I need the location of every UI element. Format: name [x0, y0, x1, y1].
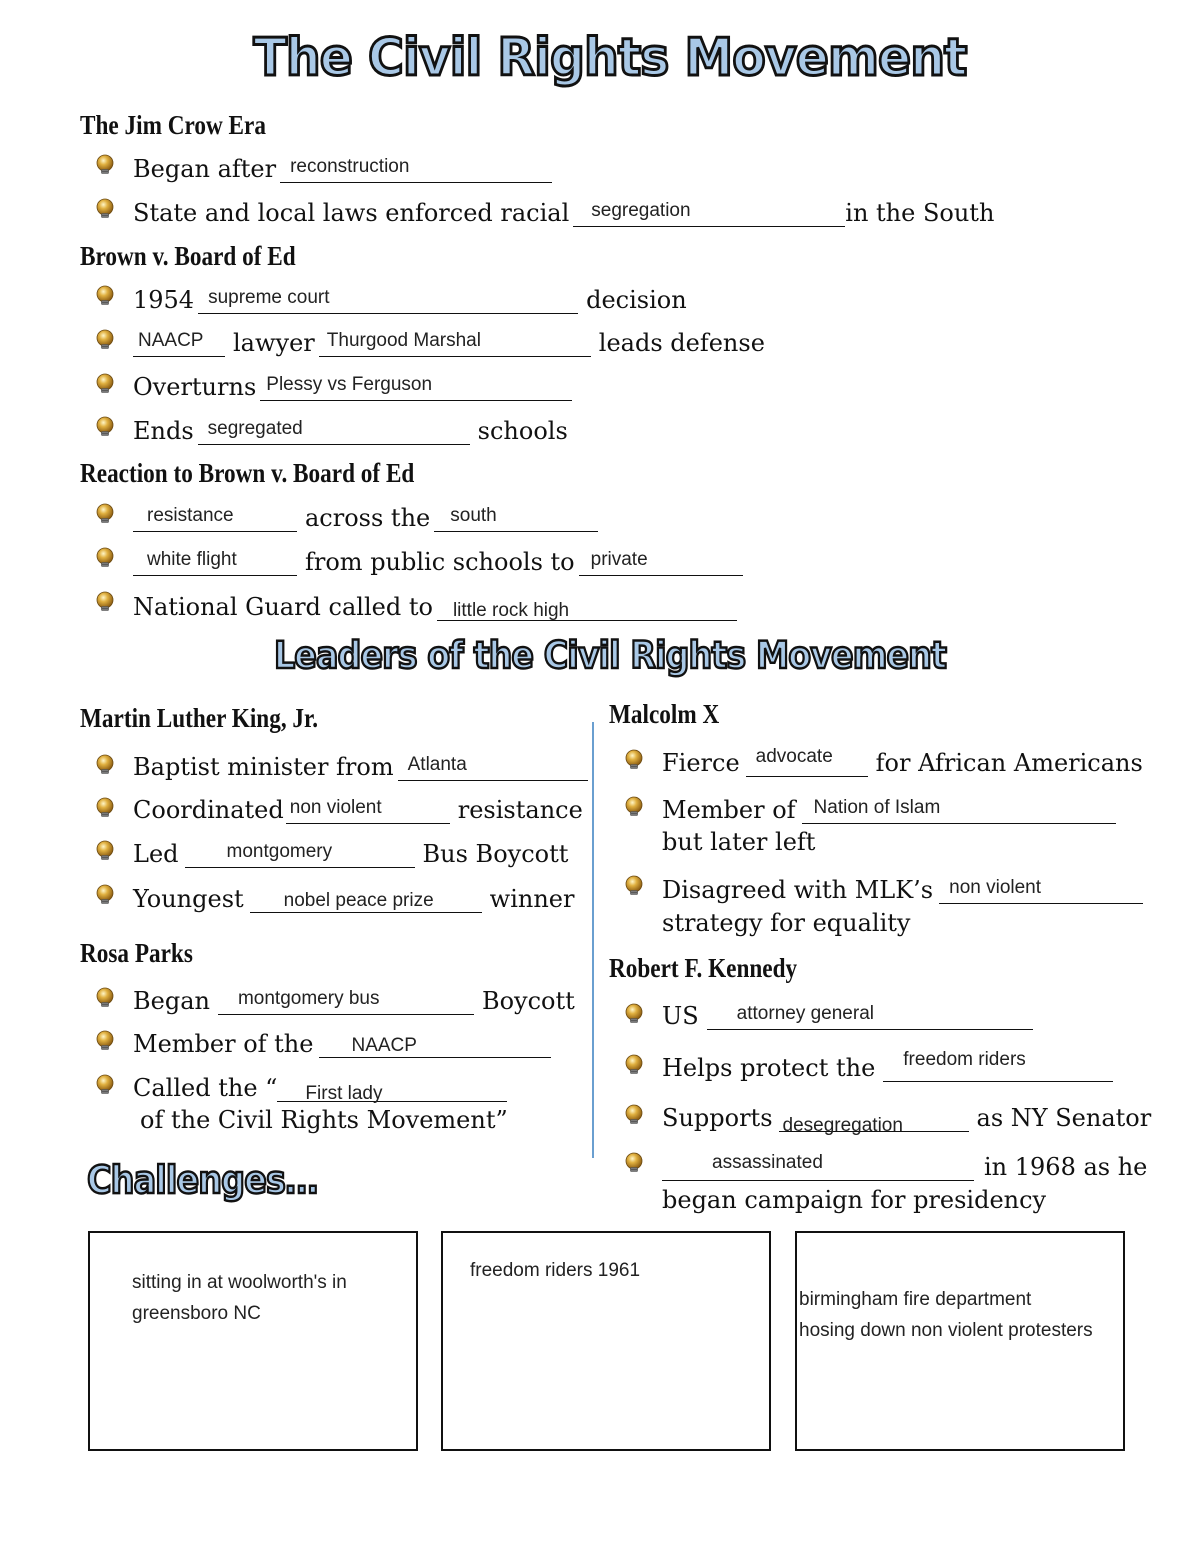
- mlk-bullet-3: Led montgomery Bus Boycott: [133, 837, 568, 868]
- answer-blank[interactable]: First lady: [277, 1071, 507, 1102]
- column-divider: [592, 722, 594, 1158]
- bulb-bullet-icon: [94, 1074, 116, 1096]
- mlk-bullet-2: Coordinated non violent resistance: [133, 793, 583, 824]
- answer-blank[interactable]: supreme court: [198, 283, 578, 314]
- mlk-bullet-1: Baptist minister from Atlanta: [133, 750, 592, 781]
- answer-blank[interactable]: advocate: [746, 746, 868, 777]
- leaders-title: Leaders of the Civil Rights Movement: [273, 634, 947, 677]
- answer-blank[interactable]: reconstruction: [280, 152, 552, 183]
- bulb-bullet-icon: [623, 1003, 645, 1025]
- bulb-bullet-icon: [623, 875, 645, 897]
- reaction-bullet-3: National Guard called to little rock high: [133, 590, 741, 621]
- answer-blank[interactable]: Thurgood Marshal: [319, 326, 591, 357]
- answer-blank[interactable]: desegregation: [779, 1101, 969, 1132]
- bulb-bullet-icon: [94, 285, 116, 307]
- brown-bullet-4: Ends segregated schools: [133, 414, 568, 445]
- rosa-bullet-2: Member of the NAACP: [133, 1027, 555, 1058]
- bulb-bullet-icon: [623, 1152, 645, 1174]
- section-heading-brown: Brown v. Board of Ed: [80, 241, 296, 271]
- malcolm-bullet-2: Member of Nation of Islam: [662, 793, 1120, 824]
- bulb-bullet-icon: [94, 591, 116, 613]
- answer-blank[interactable]: Plessy vs Ferguson: [260, 370, 572, 401]
- bulb-bullet-icon: [94, 840, 116, 862]
- brown-bullet-1: 1954 supreme court decision: [133, 283, 687, 314]
- bulb-bullet-icon: [94, 329, 116, 351]
- bulb-bullet-icon: [623, 1054, 645, 1076]
- answer-blank[interactable]: freedom riders: [883, 1051, 1113, 1082]
- answer-blank[interactable]: segregation: [573, 196, 845, 227]
- answer-blank[interactable]: Nation of Islam: [802, 793, 1116, 824]
- bulb-bullet-icon: [94, 373, 116, 395]
- brown-bullet-3: Overturns Plessy vs Ferguson: [133, 370, 576, 401]
- rosa-bullet-3: Called the “ First lady: [133, 1071, 511, 1102]
- brown-bullet-2: NAACP lawyer Thurgood Marshal leads defense: [133, 326, 765, 357]
- challenge-box-text: birmingham fire department hosing down non violent protesters: [799, 1289, 1093, 1341]
- section-heading-rfk: Robert F. Kennedy: [609, 953, 798, 983]
- answer-blank[interactable]: non violent: [286, 793, 450, 824]
- section-heading-malcolm: Malcolm X: [609, 699, 720, 729]
- challenge-box-2[interactable]: [441, 1231, 771, 1451]
- answer-blank[interactable]: Atlanta: [398, 750, 588, 781]
- mlk-bullet-4: Youngest nobel peace prize winner: [133, 882, 574, 913]
- malcolm-bullet-1: Fierce advocate for African Americans: [662, 746, 1143, 777]
- answer-blank[interactable]: nobel peace prize: [250, 882, 482, 913]
- rfk-bullet-4-line2: began campaign for presidency: [662, 1186, 1047, 1214]
- rosa-bullet-1: Began montgomery bus Boycott: [133, 984, 575, 1015]
- bulb-bullet-icon: [94, 987, 116, 1009]
- challenge-box-text: sitting in at woolworth's in greensboro NC: [132, 1272, 347, 1324]
- bulb-bullet-icon: [94, 503, 116, 525]
- bulb-bullet-icon: [623, 1104, 645, 1126]
- answer-blank[interactable]: montgomery bus: [218, 984, 474, 1015]
- answer-blank[interactable]: little rock high: [437, 590, 737, 621]
- bulb-bullet-icon: [94, 1030, 116, 1052]
- bulb-bullet-icon: [94, 754, 116, 776]
- answer-blank[interactable]: assassinated: [662, 1150, 974, 1181]
- reaction-bullet-1: resistance across the south: [133, 501, 602, 532]
- page-title: The Civil Rights Movement: [253, 28, 967, 88]
- rfk-bullet-3: Supports desegregation as NY Senator: [662, 1101, 1151, 1132]
- malcolm-bullet-3-line2: strategy for equality: [662, 909, 911, 937]
- rosa-bullet-3-line2: of the Civil Rights Movement”: [140, 1106, 508, 1134]
- bulb-bullet-icon: [94, 154, 116, 176]
- jim-crow-bullet-1: Began after reconstruction: [133, 152, 556, 183]
- answer-blank[interactable]: NAACP: [319, 1027, 551, 1058]
- malcolm-bullet-3: Disagreed with MLK’s non violent: [662, 873, 1147, 904]
- answer-blank[interactable]: attorney general: [707, 999, 1033, 1030]
- answer-blank[interactable]: non violent: [939, 873, 1143, 904]
- bulb-bullet-icon: [94, 547, 116, 569]
- jim-crow-bullet-2: State and local laws enforced racial segregation in the South: [133, 196, 994, 227]
- bulb-bullet-icon: [94, 884, 116, 906]
- rfk-bullet-4: assassinated in 1968 as he: [662, 1150, 1147, 1181]
- answer-blank[interactable]: resistance: [133, 501, 297, 532]
- bulb-bullet-icon: [94, 797, 116, 819]
- rfk-bullet-2: Helps protect the freedom riders: [662, 1051, 1117, 1082]
- challenge-box-1[interactable]: [88, 1231, 418, 1451]
- rfk-bullet-1: US attorney general: [662, 999, 1037, 1030]
- answer-blank[interactable]: south: [434, 501, 598, 532]
- malcolm-bullet-2-line2: but later left: [662, 828, 816, 856]
- bulb-bullet-icon: [94, 198, 116, 220]
- challenges-title: Challenges…: [87, 1158, 318, 1202]
- bulb-bullet-icon: [623, 796, 645, 818]
- section-heading-rosa: Rosa Parks: [80, 938, 193, 968]
- answer-blank[interactable]: montgomery: [185, 837, 415, 868]
- reaction-bullet-2: white flight from public schools to private: [133, 545, 747, 576]
- bulb-bullet-icon: [623, 749, 645, 771]
- answer-blank[interactable]: private: [579, 545, 743, 576]
- answer-blank[interactable]: NAACP: [133, 326, 225, 357]
- answer-blank[interactable]: segregated: [198, 414, 470, 445]
- challenge-box-text: freedom riders 1961: [470, 1260, 641, 1281]
- section-heading-mlk: Martin Luther King, Jr.: [80, 703, 319, 733]
- answer-blank[interactable]: white flight: [133, 545, 297, 576]
- section-heading-jim-crow: The Jim Crow Era: [80, 110, 266, 140]
- section-heading-reaction: Reaction to Brown v. Board of Ed: [80, 458, 415, 488]
- bulb-bullet-icon: [94, 416, 116, 438]
- challenge-box-3[interactable]: [795, 1231, 1125, 1451]
